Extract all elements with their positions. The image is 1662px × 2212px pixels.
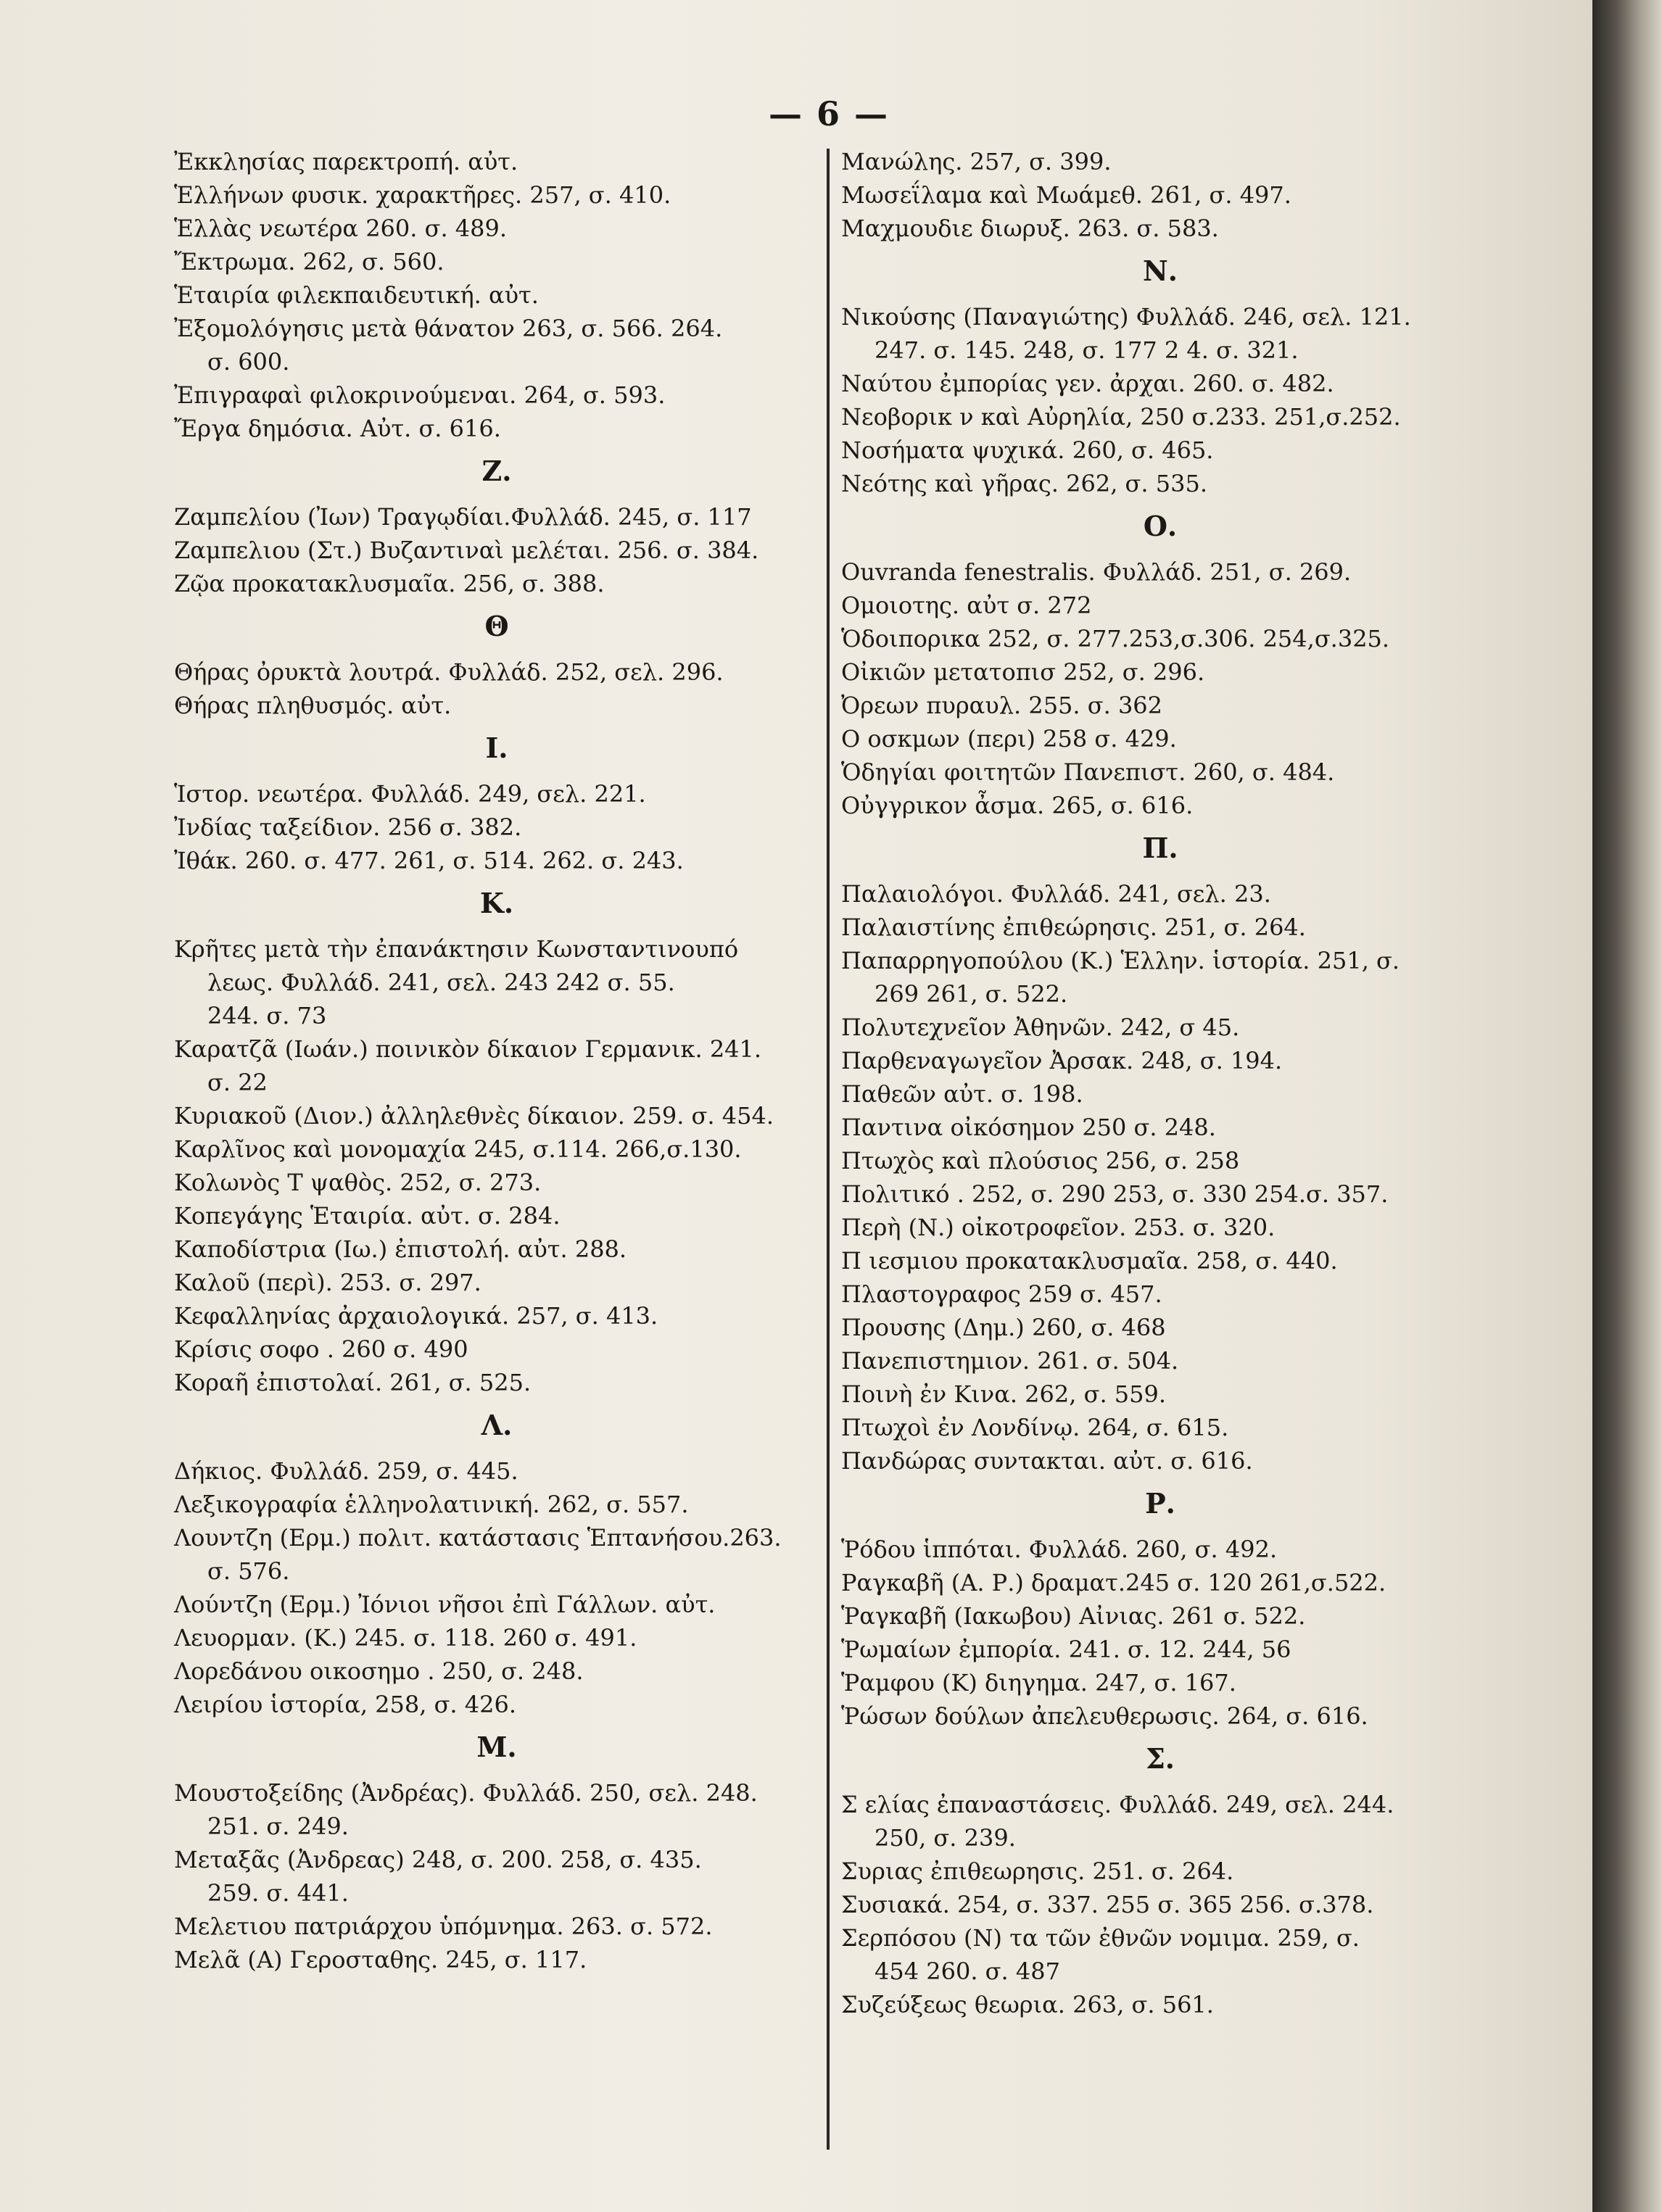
index-entry: Μαχμουδιε διωρυξ. 263. σ. 583. — [841, 215, 1219, 242]
index-entry: Ὁδοιπορικα 252, σ. 277.253,σ.306. 254,σ.325. — [841, 625, 1390, 653]
index-entry: Συζεύξεως θεωρια. 263, σ. 561. — [841, 1991, 1214, 2018]
index-entry: Μουστοξείδης (Ἀνδρέας). Φυλλάδ. 250, σελ. 248. — [174, 1779, 758, 1807]
index-entry: Κρῆτες μετὰ τὴν ἐπανάκτησιν Κωνσταντινουπό — [174, 935, 739, 963]
column-divider — [827, 149, 830, 2150]
index-entry: Δήκιος. Φυλλάδ. 259, σ. 445. — [174, 1457, 518, 1485]
index-entry: Ἑλλήνων φυσικ. χαρακτῆρες. 257, σ. 410. — [174, 181, 671, 209]
section-letter: Λ. — [481, 1409, 513, 1441]
right-index-column — [841, 145, 1479, 2021]
index-entry: Ῥόδου ἱππόται. Φυλλάδ. 260, σ. 492. — [841, 1536, 1278, 1563]
index-entry: Ο οσκμων (περι) 258 σ. 429. — [841, 725, 1177, 753]
index-entry: Ἑταιρία φιλεκπαιδευτική. αὐτ. — [174, 281, 539, 309]
book-spine-shadow — [1592, 0, 1662, 2212]
index-entry: Μεταξᾶς (Ἀνδρεας) 248, σ. 200. 258, σ. 435. — [174, 1846, 702, 1873]
index-entry: Περὴ (Ν.) οἰκοτροφεῖον. 253. σ. 320. — [841, 1214, 1276, 1241]
index-entry: Παθεῶν αὐτ. σ. 198. — [841, 1080, 1083, 1108]
index-entry: Οἰκιῶν μετατοπισ 252, σ. 296. — [841, 658, 1205, 686]
index-entry: Νεότης καὶ γῆρας. 262, σ. 535. — [841, 470, 1207, 497]
section-letter: Σ. — [1145, 1742, 1175, 1775]
index-entry: Νοσήματα ψυχικά. 260, σ. 465. — [841, 436, 1214, 464]
index-entry: Π ιεσμιου προκατακλυσμαῖα. 258, σ. 440. — [841, 1247, 1338, 1275]
index-entry: Ἰνδίας ταξείδιον. 256 σ. 382. — [174, 813, 522, 841]
index-entry: Παπαρρηγοπούλου (Κ.) Ἑλλην. ἱστορία. 251, σ. — [841, 947, 1400, 974]
index-entry: Κυριακοῦ (Διον.) ἀλληλεθνὲς δίκαιον. 259. σ. 454. — [174, 1102, 774, 1130]
index-entry: Ῥωμαίων ἐμπορία. 241. σ. 12. 244, 56 — [841, 1636, 1291, 1663]
index-entry: Ραγκαβῆ (Α. Ρ.) δραματ.245 σ. 120 261,σ.522. — [841, 1569, 1386, 1596]
index-entry: Συριας ἐπιθεωρησις. 251. σ. 264. — [841, 1857, 1234, 1885]
index-entry: Λεξικογραφία ἑλληνολατινική. 262, σ. 557. — [174, 1491, 689, 1518]
index-entry: Καποδίστρια (Ιω.) ἐπιστολή. αὐτ. 288. — [174, 1235, 627, 1263]
index-entry: Κολωνὸς Τ ψαθὸς. 252, σ. 273. — [174, 1169, 542, 1196]
index-entry-continuation: 251. σ. 249. — [207, 1813, 349, 1840]
index-entry: Σ ελίας ἐπαναστάσεις. Φυλλάδ. 249, σελ. 244. — [841, 1791, 1394, 1818]
index-entry: Σερπόσου (Ν) τα τῶν ἐθνῶν νομιμα. 259, σ. — [841, 1924, 1360, 1952]
index-entry: Ὁδηγίαι φοιτητῶν Πανεπιστ. 260, σ. 484. — [841, 758, 1335, 786]
index-entry: Ζῷα προκατακλυσμαῖα. 256, σ. 388. — [174, 570, 605, 597]
index-entry: Ῥαμφου (Κ) διηγημα. 247, σ. 167. — [841, 1669, 1236, 1697]
index-entry: Ῥαγκαβῆ (Ιακωβου) Αἰνιας. 261 σ. 522. — [841, 1602, 1306, 1630]
index-entry: Λειρίου ἱστορία, 258, σ. 426. — [174, 1691, 517, 1718]
index-entry-continuation: λεως. Φυλλάδ. 241, σελ. 243 242 σ. 55. — [207, 969, 675, 996]
index-entry-continuation: 244. σ. 73 — [207, 1002, 327, 1030]
index-entry: Πτωχὸς καὶ πλούσιος 256, σ. 258 — [841, 1147, 1240, 1175]
index-entry: Καλοῦ (περὶ). 253. σ. 297. — [174, 1269, 481, 1296]
index-entry: Ῥώσων δούλων ἀπελευθερωσις. 264, σ. 616. — [841, 1702, 1368, 1730]
index-entry: Ἐκκλησίας παρεκτροπή. αὐτ. — [174, 148, 518, 175]
index-entry: Συσιακά. 254, σ. 337. 255 σ. 365 256. σ.378. — [841, 1891, 1374, 1918]
index-entry-continuation: 269 261, σ. 522. — [875, 980, 1068, 1008]
index-entry: Κοπεγάγης Ἑταιρία. αὐτ. σ. 284. — [174, 1202, 561, 1230]
index-entry: Κρίσις σοφο . 260 σ. 490 — [174, 1335, 468, 1363]
index-entry: Θήρας ὀρυκτὰ λουτρά. Φυλλάδ. 252, σελ. 296. — [174, 658, 724, 686]
index-entry: Μωσεΐλαμα καὶ Μωάμεθ. 261, σ. 497. — [841, 181, 1291, 209]
left-index-column — [174, 145, 819, 1976]
section-letter: Π. — [1142, 832, 1178, 864]
index-entry: Πλαστογραφος 259 σ. 457. — [841, 1280, 1162, 1308]
index-entry-continuation: 454 260. σ. 487 — [875, 1958, 1060, 1985]
index-entry: Παντινα οἰκόσημον 250 σ. 248. — [841, 1114, 1216, 1141]
index-entry: Πτωχοὶ ἐν Λονδίνῳ. 264, σ. 615. — [841, 1414, 1229, 1441]
section-letter: Ν. — [1143, 254, 1178, 287]
index-entry: Ἐξομολόγησις μετὰ θάνατον 263, σ. 566. 264. — [174, 315, 723, 342]
index-entry: Ποινὴ ἐν Κινα. 262, σ. 559. — [841, 1380, 1167, 1408]
section-letter: Ι. — [485, 732, 508, 764]
index-entry: Ἑλλὰς νεωτέρα 260. σ. 489. — [174, 215, 508, 242]
index-entry: Μελᾶ (Α) Γεροσταθης. 245, σ. 117. — [174, 1946, 587, 1973]
index-entry: Κοραῆ ἐπιστολαί. 261, σ. 525. — [174, 1369, 532, 1396]
index-entry: Ἐπιγραφαὶ φιλοκρινούμεναι. 264, σ. 593. — [174, 381, 666, 409]
index-entry: Καρατζᾶ (Ιωάν.) ποινικὸν δίκαιον Γερμανικ. 241. — [174, 1035, 762, 1063]
index-entry-continuation: σ. 576. — [207, 1557, 290, 1585]
index-entry-continuation: σ. 600. — [207, 348, 290, 376]
index-entry: Ἰθάκ. 260. σ. 477. 261, σ. 514. 262. σ. 243. — [174, 847, 684, 874]
index-entry: Πανεπιστημιον. 261. σ. 504. — [841, 1347, 1179, 1375]
index-entry: Παρθεναγωγεῖον Ἀρσακ. 248, σ. 194. — [841, 1047, 1283, 1074]
index-entry-continuation: 250, σ. 239. — [875, 1824, 1016, 1852]
index-entry: Οὐγγρικον ἆσμα. 265, σ. 616. — [841, 792, 1194, 819]
index-entry: Παλαιστίνης ἐπιθεώρησις. 251, σ. 264. — [841, 914, 1306, 941]
index-entry: Μελετιου πατριάρχου ὑπόμνημα. 263. σ. 572. — [174, 1913, 713, 1940]
index-entry-continuation: σ. 22 — [207, 1069, 268, 1096]
section-letter: Κ. — [479, 887, 514, 919]
index-entry: Πολυτεχνεῖον Ἀθηνῶν. 242, σ 45. — [841, 1014, 1240, 1041]
index-entry: Ζαμπελιου (Στ.) Βυζαντιναὶ μελέται. 256. σ. 384. — [174, 537, 759, 564]
index-entry: Παλαιολόγοι. Φυλλάδ. 241, σελ. 23. — [841, 880, 1271, 908]
index-entry: Ἔκτρωμα. 262, σ. 560. — [174, 248, 445, 276]
section-letter: Ρ. — [1145, 1487, 1175, 1520]
index-entry: Ἔργα δημόσια. Αὐτ. σ. 616. — [174, 415, 501, 442]
index-entry: Λευορμαν. (Κ.) 245. σ. 118. 260 σ. 491. — [174, 1624, 637, 1652]
index-entry-continuation: 259. σ. 441. — [207, 1879, 349, 1907]
section-letter: Μ. — [476, 1731, 517, 1763]
index-entry: Μανώλης. 257, σ. 399. — [841, 148, 1112, 175]
index-entry: Νικούσης (Παναγιώτης) Φυλλάδ. 246, σελ. 121. — [841, 303, 1411, 331]
index-entry: Νεοβορικ ν καὶ Αὐρηλία, 250 σ.233. 251,σ.252. — [841, 403, 1401, 431]
index-entry-continuation: 247. σ. 145. 248, σ. 177 2 4. σ. 321. — [875, 336, 1299, 364]
index-entry: Ὀρεων πυραυλ. 255. σ. 362 — [841, 692, 1163, 719]
index-entry: Ouvranda fenestralis. Φυλλάδ. 251, σ. 269. — [841, 558, 1352, 586]
index-entry: Πολιτικό . 252, σ. 290 253, σ. 330 254.σ. 357. — [841, 1180, 1389, 1208]
index-entry: Ζαμπελίου (Ἰων) Τραγῳδίαι.Φυλλάδ. 245, σ. 117 — [174, 503, 752, 531]
index-entry: Καρλῖνος καὶ μονομαχία 245, σ.114. 266,σ.130. — [174, 1135, 742, 1163]
section-letter: Θ — [484, 610, 509, 642]
index-entry: Θήρας πληθυσμός. αὐτ. — [174, 692, 452, 719]
section-letter: Ζ. — [481, 455, 512, 487]
index-entry: Πανδώρας συντακται. αὐτ. σ. 616. — [841, 1447, 1253, 1475]
index-entry: Ναύτου ἐμπορίας γεν. ἀρχαι. 260. σ. 482. — [841, 370, 1334, 397]
index-entry: Ἱστορ. νεωτέρα. Φυλλάδ. 249, σελ. 221. — [174, 780, 646, 808]
index-entry: Ομοιοτης. αὐτ σ. 272 — [841, 592, 1092, 619]
index-entry: Λορεδάνου οικοσημο . 250, σ. 248. — [174, 1657, 584, 1685]
section-letter: Ο. — [1143, 510, 1178, 542]
index-entry: Λούντζη (Ερμ.) Ἰόνιοι νῆσοι ἐπὶ Γάλλων. αὐτ. — [174, 1591, 716, 1618]
page-number: — 6 — — [769, 94, 890, 133]
index-entry: Κεφαλληνίας ἀρχαιολογικά. 257, σ. 413. — [174, 1302, 658, 1330]
index-entry: Προυσης (Δημ.) 260, σ. 468 — [841, 1314, 1166, 1341]
index-entry: Λουντζη (Ερμ.) πολιτ. κατάστασις Ἑπτανήσου.263. — [174, 1524, 782, 1552]
